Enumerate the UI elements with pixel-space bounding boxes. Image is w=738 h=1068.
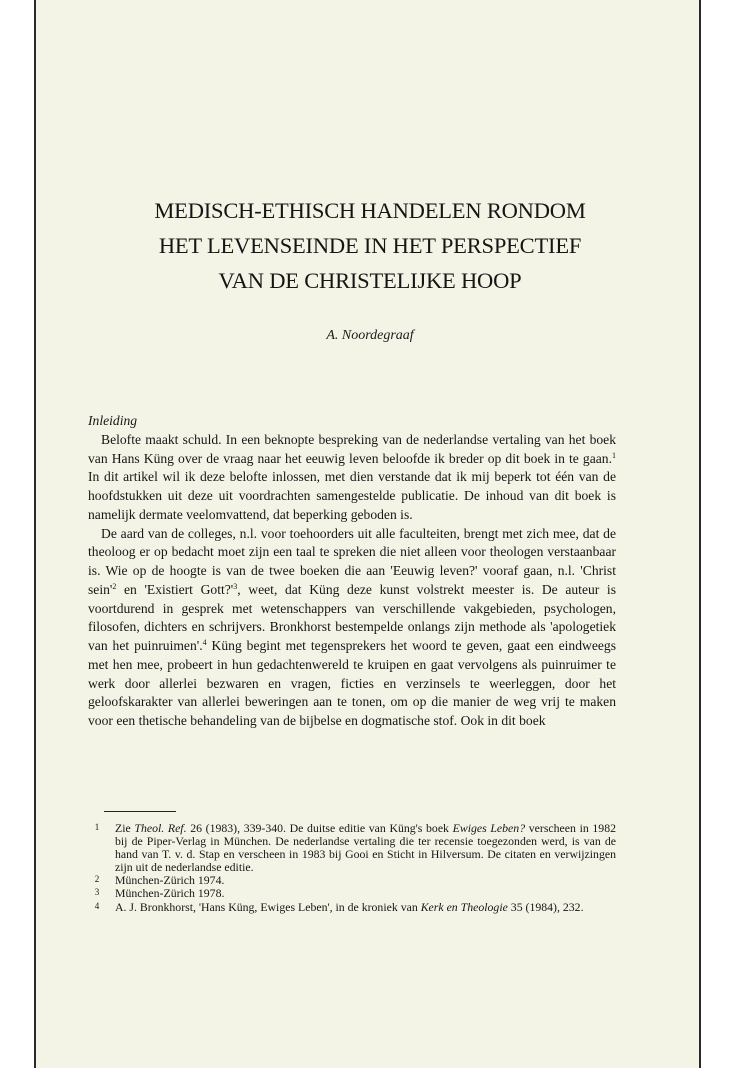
title-line-3: VAN DE CHRISTELIJKE HOOP xyxy=(218,268,522,293)
footnote-4-text-a: A. J. Bronkhorst, 'Hans Küng, Ewiges Leben', in de kroniek van xyxy=(115,899,421,914)
footnote-ref-1: 1 xyxy=(612,450,616,460)
footnote-1-journal: Theol. Ref. xyxy=(134,821,187,835)
footnote-2-text: München-Zürich 1974. xyxy=(115,873,225,888)
paragraph-1-text-b: In dit artikel wil ik deze belofte inlossen, met dien verstande dat ik mij beperk tot één van de hoofdstukken uit deze uit voordrachten samengestelde publicatie. De inhoud van dit boek is namelijk dermate veelomvattend, dat beperking geboden is. xyxy=(88,469,616,522)
article-title xyxy=(90,193,650,298)
footnote-1-text-c: verscheen in 1982 bij de Piper-Verlag in München. De nederlandse vertaling die ter recensie toegezonden werd, is van de hand van T. v. d. Stap en verscheen in 1983 bij Gooi en Sticht in Hilversum. De citaten en verwijzingen zijn uit de nederlandse editie. xyxy=(115,821,616,875)
right-scan-margin xyxy=(701,0,738,1068)
article-body xyxy=(88,412,616,731)
paragraph-2 xyxy=(88,525,616,731)
paragraph-2-text-a: De aard van de colleges, n.l. voor toehoorders uit alle faculteiten, brengt met zich mee, dat de theoloog er op bedacht moet zijn een taal te spreken die niet alleen voor theologen verstaanbaar is. Wie op de hoogte is van de twee boeken die aan 'Eeuwig leven?' vooraf gaan, n.l. 'Christ sein' xyxy=(88,525,616,597)
footnotes xyxy=(88,822,616,914)
footnote-4 xyxy=(88,901,616,914)
footnote-1-number: 1 xyxy=(94,822,100,832)
footnote-1-text-a: Zie xyxy=(115,821,135,835)
left-page-edge xyxy=(34,0,36,1068)
title-line-1: MEDISCH-ETHISCH HANDELEN RONDOM xyxy=(154,198,586,223)
left-scan-margin xyxy=(0,0,34,1068)
author-name: A. Noordegraaf xyxy=(326,328,414,343)
title-line-2: HET LEVENSEINDE IN HET PERSPECTIEF xyxy=(158,233,582,258)
section-heading: Inleiding xyxy=(88,413,138,428)
footnote-separator xyxy=(104,811,176,812)
footnote-1 xyxy=(88,822,616,874)
footnote-2-number: 2 xyxy=(94,874,100,885)
right-page-edge xyxy=(699,0,701,1068)
paragraph-2-text-c: , weet, dat Küng deze kunst volstrekt meester is. De auteur is voortdurend in gesprek met wetenschappers van verschillende vakgebieden, psychologen, filosofen, dichters en schrijvers. Bronkhorst bestempelde onlangs zijn methode als 'apologetiek van het puinruimen'. xyxy=(88,581,617,653)
footnote-4-number: 4 xyxy=(94,900,100,911)
footnote-1-text-b: 26 (1983), 339-340. De duitse editie van Küng's boek xyxy=(186,821,453,835)
paragraph-1 xyxy=(88,431,616,525)
footnote-4-text-b: 35 (1984), 232. xyxy=(507,899,584,914)
paragraph-2-text-d: Küng begint met tegensprekers het woord te geven, gaat een eindweegs met hen mee, probeert in hun gedachtenwereld te kruipen en gaat vervolgens als puinruimer te werk door allerlei bezwaren en vragen, ficties en verzinsels te weerleggen, door het geloofskarakter van allerlei beweringen aan te tonen, om op die manier de weg vrij te maken voor een thetische behandeling van de bijbelse en dogmatische stof. Ook in dit boek xyxy=(88,638,616,728)
footnote-4-journal: Kerk en Theologie xyxy=(420,899,508,914)
footnote-3-number: 3 xyxy=(94,887,100,898)
footnote-3-text: München-Zürich 1978. xyxy=(115,886,225,901)
footnote-ref-4: 4 xyxy=(202,638,207,647)
paragraph-1-text-a: Belofte maakt schuld. In een beknopte bespreking van de nederlandse vertaling van het boek van Hans Küng over de vraag naar het eeuwig leven beloofde ik breder op dit boek in te gaan. xyxy=(88,431,616,466)
paragraph-2-text-b: en 'Existiert Gott?' xyxy=(116,581,234,597)
footnote-ref-2: 2 xyxy=(112,581,117,591)
footnote-ref-3: 3 xyxy=(233,581,238,591)
footnote-1-book: Ewiges Leben? xyxy=(452,821,526,835)
